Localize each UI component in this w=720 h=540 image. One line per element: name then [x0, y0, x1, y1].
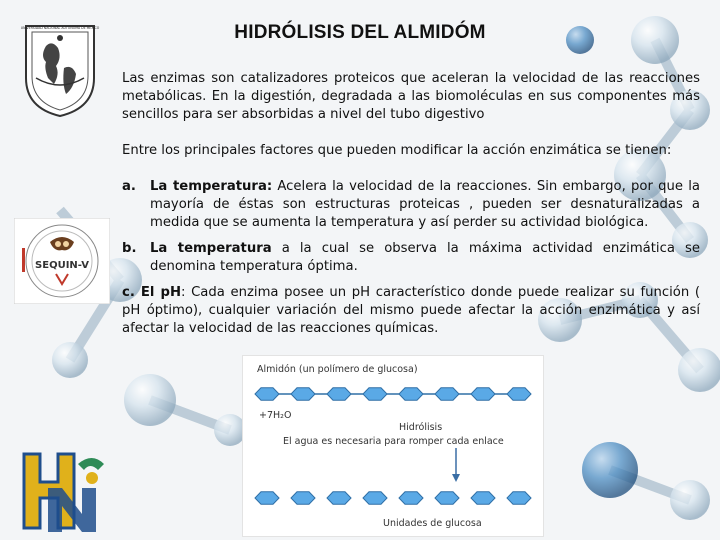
starch-hexagon [363, 388, 387, 400]
glucose-hexagon [291, 492, 315, 504]
glucose-hexagon [327, 492, 351, 504]
sequin-name: SEQUIN-V [35, 260, 89, 271]
starch-hexagon [435, 388, 459, 400]
starch-hexagon [507, 388, 531, 400]
starch-hexagon [399, 388, 423, 400]
glucose-hexagon [399, 492, 423, 504]
sequin-logo [14, 218, 110, 304]
starch-hexagon [291, 388, 315, 400]
starch-hexagon [471, 388, 495, 400]
diagram-water-note: El agua es necesaria para romper cada enlace [283, 436, 504, 447]
intro-paragraph: Las enzimas son catalizadores proteicos que aceleran la velocidad de las reacciones metabólicas. En la digestión, degradada a las biomoléculas en sus componentes más sencillos para ser absorbidas a nivel del tubo digestivo [122, 71, 700, 122]
unam-logo [16, 18, 104, 118]
factors-paragraph: Entre los principales factores que pueden modificar la acción enzimática se tienen: [122, 143, 672, 158]
starch-chain [255, 388, 531, 400]
glucose-hexagon [507, 492, 531, 504]
item-label-a: a. [122, 179, 136, 194]
item-text-a: Acelera la velocidad de la reacciones. Sin embargo, por que la mayoría de éstas son estructuras proteicas , pueden ser desnaturalizadas a medida que se aumenta la temperatura y así perder su actividad biológica. [150, 179, 701, 230]
unam-ring-text: UNIVERSIDAD NACIONAL AUTÓNOMA DE MÉXICO [20, 26, 100, 30]
starch-hexagon [327, 388, 351, 400]
glucose-hexagon [435, 492, 459, 504]
glucose-units [255, 492, 531, 504]
diagram-bottom-label: Unidades de glucosa [383, 518, 482, 529]
glucose-hexagon [363, 492, 387, 504]
glucose-hexagon [255, 492, 279, 504]
item-term-b: La temperatura [150, 241, 272, 256]
hnc-logo [18, 448, 110, 534]
item-text-b: a la cual se observa la máxima actividad enzimática se denomina temperatura óptima. [150, 241, 700, 274]
factor-item-b [122, 240, 700, 276]
hydrolysis-arrowhead [452, 474, 460, 482]
page-title: HIDRÓLISIS DEL ALMIDÓM [234, 22, 486, 43]
item-label-b: b. [122, 241, 137, 256]
starch-hexagon [255, 388, 279, 400]
diagram-water-label: +7H₂O [259, 410, 292, 421]
factor-item-c [122, 284, 700, 338]
item-term-a: La temperatura: [150, 179, 273, 194]
starch-hydrolysis-diagram [242, 355, 544, 537]
diagram-hydrolysis-label: Hidrólisis [399, 422, 443, 433]
glucose-hexagon [471, 492, 495, 504]
factor-item-a [122, 178, 700, 232]
factors-list [122, 178, 700, 338]
item-label-c: c. El pH [122, 285, 181, 300]
item-text-c: : Cada enzima posee un pH característico donde puede realizar su función ( pH óptimo), cualquier variación del mismo puede afectar la acción enzimática y así afectar la velocidad de las reacciones químicas. [122, 285, 700, 336]
diagram-top-label: Almidón (un polímero de glucosa) [257, 364, 418, 375]
